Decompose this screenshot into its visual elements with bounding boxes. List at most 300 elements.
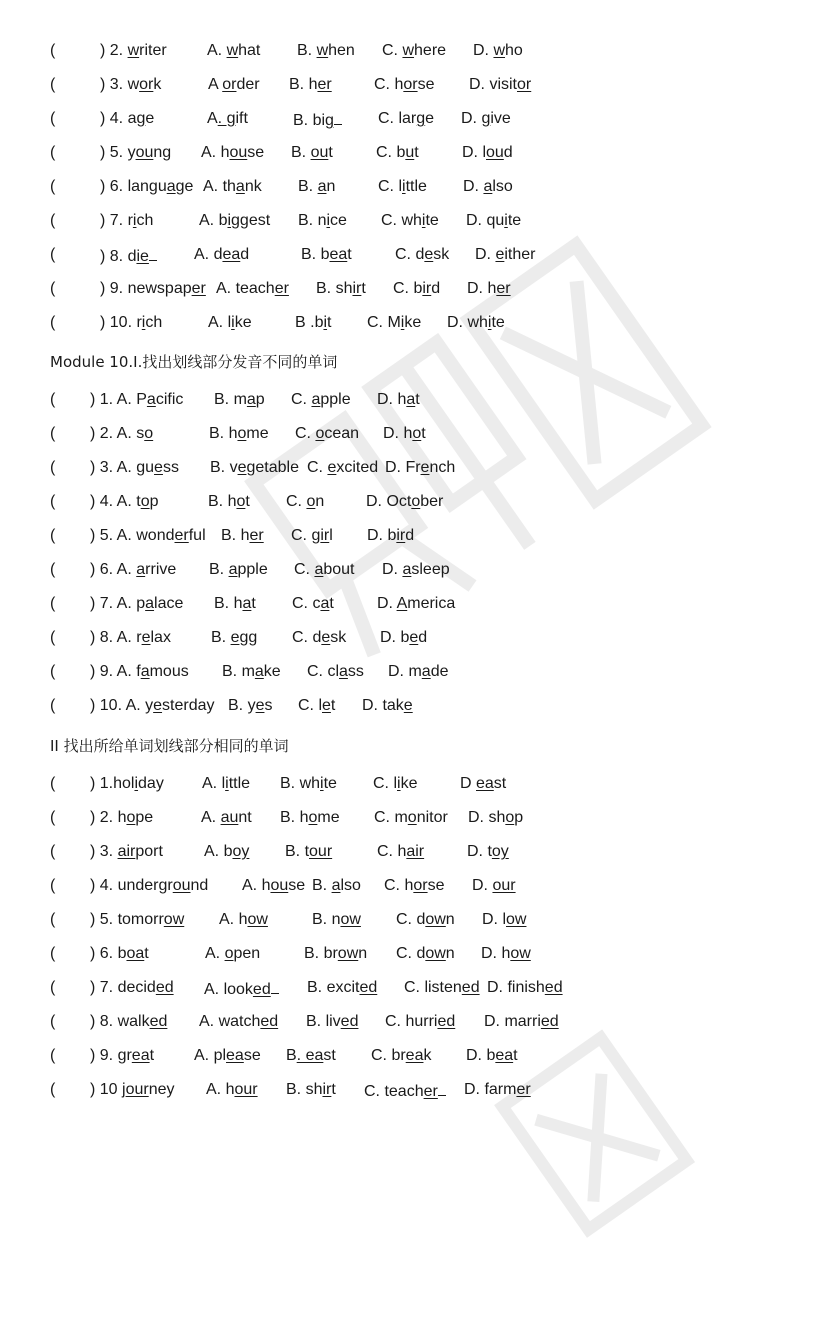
question-word: ) 2. writer bbox=[100, 42, 167, 59]
question-word: ) 6. language bbox=[100, 178, 194, 195]
underlined-letters: er bbox=[496, 280, 511, 297]
option-d: D. low bbox=[482, 911, 527, 928]
underlined-letters: er bbox=[191, 280, 206, 297]
underlined-letters: e bbox=[327, 459, 337, 476]
underlined-letters: o bbox=[140, 493, 150, 510]
underlined-letters: i bbox=[141, 314, 146, 331]
underlined-letters: a bbox=[311, 391, 321, 408]
underlined-letters: ed bbox=[461, 979, 480, 996]
option-b: C. apple bbox=[291, 391, 351, 408]
underlined-letters: a bbox=[317, 178, 327, 195]
underlined-letters: i bbox=[320, 775, 324, 792]
option-c: C. bird bbox=[393, 280, 441, 297]
option-c: D. bed bbox=[380, 629, 428, 646]
option-b: C. cat bbox=[292, 595, 334, 612]
underlined-letters: ow bbox=[425, 911, 446, 928]
answer-bracket[interactable]: ( bbox=[50, 425, 56, 442]
option-b: B. east bbox=[286, 1047, 336, 1064]
option-a: B. hat bbox=[214, 595, 256, 612]
underlined-letters: i bbox=[227, 212, 232, 229]
answer-bracket[interactable]: ( bbox=[50, 459, 56, 476]
option-b: C. let bbox=[298, 697, 336, 714]
option-c: C. desk bbox=[395, 246, 450, 263]
underlined-letters: g bbox=[481, 110, 491, 127]
answer-bracket[interactable]: ( bbox=[50, 144, 56, 161]
option-a: A. little bbox=[202, 775, 251, 792]
underlined-letters: ou bbox=[135, 144, 154, 161]
underlined-letters: e bbox=[255, 697, 265, 714]
answer-bracket[interactable]: ( bbox=[50, 76, 56, 93]
underlined-letters: w bbox=[402, 42, 415, 59]
option-b: C. desk bbox=[292, 629, 347, 646]
underlined-letters: i bbox=[421, 212, 426, 229]
option-a: B. yes bbox=[228, 697, 273, 714]
underlined-letters: oa bbox=[126, 945, 145, 962]
option-c: C. listened bbox=[404, 979, 480, 996]
underlined-letters: ed bbox=[149, 1013, 168, 1030]
underlined-letters: a bbox=[331, 877, 341, 894]
answer-bracket[interactable]: ( bbox=[50, 629, 56, 646]
underlined-letters: e bbox=[154, 459, 163, 476]
option-a: B. make bbox=[222, 663, 281, 680]
underlined-letters: u bbox=[405, 144, 415, 161]
underlined-letters: ir bbox=[352, 280, 362, 297]
module-10-heading: Module 10.I.找出划线部分发音不同的单词 bbox=[50, 353, 338, 371]
option-c: D. bird bbox=[367, 527, 415, 544]
underlined-letters: w bbox=[493, 42, 506, 59]
answer-bracket[interactable]: ( bbox=[50, 877, 56, 894]
option-d: D. who bbox=[473, 42, 523, 59]
underlined-letters: . g bbox=[217, 110, 236, 127]
underlined-letters: or bbox=[139, 76, 154, 93]
underlined-letters: ow bbox=[340, 911, 361, 928]
option-b: B. lived bbox=[306, 1013, 359, 1030]
option-a: B. home bbox=[209, 425, 269, 442]
question-word: ) 5. tomorrow bbox=[90, 911, 185, 928]
option-c: D. take bbox=[362, 697, 413, 714]
option-c: C. horse bbox=[384, 877, 445, 894]
underlined-letters: i bbox=[323, 314, 328, 331]
underlined-letters: air bbox=[117, 843, 136, 860]
underlined-letters: o bbox=[126, 809, 136, 826]
option-b: B. now bbox=[312, 911, 361, 928]
answer-bracket[interactable]: ( bbox=[50, 809, 56, 826]
option-c: D. asleep bbox=[382, 561, 450, 578]
option-b: C. class bbox=[307, 663, 364, 680]
underline-blank bbox=[438, 1079, 446, 1096]
underlined-letters: ed bbox=[155, 979, 174, 996]
underlined-letters: g bbox=[136, 110, 146, 127]
option-d: D. give bbox=[461, 110, 511, 127]
answer-bracket[interactable]: ( bbox=[50, 1013, 56, 1030]
answer-bracket[interactable]: ( bbox=[50, 1081, 56, 1098]
answer-bracket[interactable]: ( bbox=[50, 663, 56, 680]
option-c: D. hot bbox=[383, 425, 426, 442]
option-a: A. watched bbox=[199, 1013, 279, 1030]
underlined-letters: a bbox=[402, 561, 412, 578]
option-d: D. loud bbox=[462, 144, 513, 161]
answer-bracket[interactable]: ( bbox=[50, 697, 56, 714]
option-c: C. white bbox=[381, 212, 439, 229]
underlined-letters: i bbox=[134, 775, 139, 792]
answer-bracket[interactable]: ( bbox=[50, 391, 56, 408]
underlined-letters: ow bbox=[425, 945, 446, 962]
option-a: A. dead bbox=[194, 246, 250, 263]
underlined-letters: a bbox=[339, 663, 348, 680]
option-a: B. map bbox=[214, 391, 265, 408]
underlined-letters: er bbox=[317, 76, 332, 93]
option-a: A. boy bbox=[204, 843, 250, 860]
underlined-letters: ea bbox=[131, 1047, 150, 1064]
option-a: A. looked bbox=[204, 977, 279, 1001]
option-b: B. an bbox=[298, 178, 336, 195]
option-c: C. horse bbox=[374, 76, 435, 93]
underlined-letters: ed bbox=[260, 1013, 279, 1030]
question-word: ) 7. A. palace bbox=[90, 595, 184, 612]
underlined-letters: a bbox=[145, 595, 155, 612]
option-b: B. brown bbox=[304, 945, 368, 962]
underlined-letters: e bbox=[237, 459, 247, 476]
option-c: C. break bbox=[371, 1047, 432, 1064]
option-a: A. aunt bbox=[201, 809, 252, 826]
option-a: A. open bbox=[205, 945, 261, 962]
option-d: D. married bbox=[484, 1013, 559, 1030]
underlined-letters: ed bbox=[252, 981, 271, 998]
underlined-letters: w bbox=[316, 42, 329, 59]
underlined-letters: A bbox=[396, 595, 408, 612]
question-word: ) 2. hope bbox=[90, 809, 154, 826]
underlined-letters: air bbox=[406, 843, 425, 860]
underlined-letters: e bbox=[321, 629, 331, 646]
option-b: B. also bbox=[312, 877, 361, 894]
underlined-letters: e bbox=[403, 697, 413, 714]
underlined-letters: e bbox=[322, 697, 331, 714]
question-word: ) 7. decided bbox=[90, 979, 174, 996]
underlined-letters: ea bbox=[405, 1047, 424, 1064]
underlined-letters: ed bbox=[340, 1013, 359, 1030]
option-a: A. what bbox=[207, 42, 261, 59]
answer-bracket[interactable]: ( bbox=[50, 945, 56, 962]
answer-bracket[interactable]: ( bbox=[50, 314, 56, 331]
option-b: B. beat bbox=[301, 246, 352, 263]
underlined-letters: our bbox=[309, 843, 333, 860]
question-word: ) 5. young bbox=[100, 144, 172, 161]
underlined-letters: a bbox=[166, 178, 176, 195]
option-c: C. teacher bbox=[364, 1079, 446, 1103]
underlined-letters: o bbox=[237, 425, 247, 442]
underlined-letters: ou bbox=[310, 144, 329, 161]
answer-bracket[interactable]: ( bbox=[50, 843, 56, 860]
underlined-letters: o bbox=[411, 493, 421, 510]
underlined-letters: a bbox=[136, 561, 146, 578]
option-a: B. egg bbox=[211, 629, 258, 646]
option-c: D. hat bbox=[377, 391, 420, 408]
option-d: D. our bbox=[472, 877, 516, 894]
underlined-letters: a bbox=[320, 595, 330, 612]
question-word: ) 4. A. top bbox=[90, 493, 159, 510]
underlined-letters: our bbox=[234, 1081, 258, 1098]
option-a: B. vegetable bbox=[210, 459, 299, 476]
option-b: C. excited bbox=[307, 459, 379, 476]
underlined-letters: a bbox=[140, 663, 150, 680]
underlined-letters: ow bbox=[510, 945, 531, 962]
underlined-letters: i bbox=[225, 775, 229, 792]
answer-bracket[interactable]: ( bbox=[50, 178, 56, 195]
underlined-letters: ed bbox=[437, 1013, 456, 1030]
underlined-letters: g bbox=[416, 110, 426, 127]
underlined-letters: i bbox=[400, 314, 405, 331]
underlined-letters: er bbox=[174, 527, 189, 544]
option-a: A. hour bbox=[206, 1081, 258, 1098]
answer-bracket[interactable]: ( bbox=[50, 561, 56, 578]
underlined-letters: a bbox=[235, 178, 245, 195]
underlined-letters: e bbox=[420, 459, 430, 476]
underlined-letters: o bbox=[505, 809, 515, 826]
option-d: D. farmer bbox=[464, 1081, 531, 1098]
question-word: ) 3. airport bbox=[90, 843, 163, 860]
question-word: ) 10. rich bbox=[100, 314, 163, 331]
underlined-letters: w bbox=[127, 42, 140, 59]
option-a: B. her bbox=[221, 527, 264, 544]
question-word: ) 1.holiday bbox=[90, 775, 164, 792]
underlined-letters: or bbox=[413, 877, 428, 894]
option-a: A. house bbox=[201, 144, 265, 161]
option-b: B. her bbox=[289, 76, 332, 93]
option-d: D. white bbox=[447, 314, 505, 331]
underlined-letters: our bbox=[125, 1081, 149, 1098]
underlined-letters: e bbox=[495, 246, 505, 263]
option-b: B. tour bbox=[285, 843, 333, 860]
underlined-letters: e bbox=[409, 629, 419, 646]
underlined-letters: ou bbox=[270, 877, 289, 894]
underlined-letters: ea bbox=[495, 1047, 514, 1064]
underlined-letters: a bbox=[242, 595, 252, 612]
underlined-letters: i bbox=[402, 178, 406, 195]
underlined-letters: ea bbox=[222, 246, 241, 263]
underlined-letters: . ea bbox=[296, 1047, 324, 1064]
underlined-letters: e bbox=[424, 246, 434, 263]
option-d: D. finished bbox=[487, 979, 563, 996]
answer-bracket[interactable]: ( bbox=[50, 1047, 56, 1064]
option-d: D. quite bbox=[466, 212, 522, 229]
underlined-letters: i bbox=[326, 212, 331, 229]
option-b: C. about bbox=[294, 561, 355, 578]
underlined-letters: ou bbox=[486, 144, 504, 161]
option-d: D. her bbox=[467, 280, 511, 297]
option-c: C. hurried bbox=[385, 1013, 456, 1030]
underlined-letters: er bbox=[249, 527, 264, 544]
option-b: C. on bbox=[286, 493, 325, 510]
option-b: B. shirt bbox=[286, 1081, 336, 1098]
option-c: D. America bbox=[377, 595, 456, 612]
underlined-letters: i bbox=[504, 212, 508, 229]
option-d: D. toy bbox=[467, 843, 509, 860]
question-word: ) 6. A. arrive bbox=[90, 561, 177, 578]
underline-blank bbox=[334, 108, 342, 125]
answer-bracket[interactable]: ( bbox=[50, 493, 56, 510]
underlined-letters: ed bbox=[544, 979, 563, 996]
question-word: ) 4. age bbox=[100, 110, 155, 127]
underlined-letters: oy bbox=[232, 843, 250, 860]
option-d: D. how bbox=[481, 945, 531, 962]
option-b: C. girl bbox=[291, 527, 333, 544]
option-b: C. ocean bbox=[295, 425, 360, 442]
underline-blank bbox=[271, 977, 279, 994]
underlined-letters: er bbox=[274, 280, 289, 297]
question-word: ) 8. walked bbox=[90, 1013, 168, 1030]
question-word: ) 1. A. Pacific bbox=[90, 391, 184, 408]
underlined-letters: ow bbox=[337, 945, 359, 962]
option-c: C. large bbox=[378, 110, 435, 127]
option-a: A order bbox=[208, 76, 260, 93]
option-c: D. October bbox=[366, 493, 444, 510]
question-word: ) 2. A. so bbox=[90, 425, 154, 442]
option-d: D. beat bbox=[466, 1047, 518, 1064]
option-c: C. but bbox=[376, 144, 419, 161]
option-b: B. big bbox=[293, 108, 342, 132]
option-d: D. visitor bbox=[469, 76, 532, 93]
option-a: A. thank bbox=[203, 178, 262, 195]
underlined-letters: er bbox=[423, 1083, 438, 1100]
option-a: A. like bbox=[208, 314, 252, 331]
underlined-letters: ir bbox=[396, 527, 406, 544]
underlined-letters: au bbox=[220, 809, 239, 826]
question-word: ) 5. A. wonderful bbox=[90, 527, 206, 544]
option-c: C. Mike bbox=[367, 314, 422, 331]
underlined-letters: a bbox=[254, 663, 264, 680]
option-b: B. nice bbox=[298, 212, 347, 229]
underlined-letters: i bbox=[397, 775, 401, 792]
option-c: C. little bbox=[378, 178, 427, 195]
answer-bracket[interactable]: ( bbox=[50, 110, 56, 127]
underlined-letters: a bbox=[246, 391, 256, 408]
underlined-letters: ea bbox=[476, 775, 494, 792]
option-a: A. biggest bbox=[199, 212, 271, 229]
underlined-letters: ed bbox=[540, 1013, 559, 1030]
underlined-letters: ea bbox=[226, 1047, 244, 1064]
underlined-letters: o bbox=[412, 425, 422, 442]
question-word: ) 8. die bbox=[100, 244, 157, 268]
answer-bracket[interactable]: ( bbox=[50, 246, 56, 263]
underlined-letters: ea bbox=[329, 246, 348, 263]
underlined-letters: a bbox=[421, 663, 431, 680]
answer-bracket[interactable]: ( bbox=[50, 42, 56, 59]
underlined-letters: ir bbox=[422, 280, 432, 297]
option-d: D. also bbox=[463, 178, 513, 195]
option-c: D. French bbox=[385, 459, 456, 476]
option-b: B. white bbox=[280, 775, 337, 792]
underlined-letters: o bbox=[236, 493, 246, 510]
answer-bracket[interactable]: ( bbox=[50, 212, 56, 229]
answer-bracket[interactable]: ( bbox=[50, 527, 56, 544]
underlined-letters: e bbox=[153, 697, 163, 714]
option-a: A. house bbox=[242, 877, 306, 894]
underlined-letters: our bbox=[492, 877, 516, 894]
underlined-letters: e bbox=[230, 629, 240, 646]
underlined-letters: a bbox=[228, 561, 238, 578]
option-c: D. made bbox=[388, 663, 449, 680]
underlined-letters: ow bbox=[163, 911, 185, 928]
underlined-letters: o bbox=[308, 809, 318, 826]
underlined-letters: ie bbox=[136, 248, 149, 265]
answer-bracket[interactable]: ( bbox=[50, 280, 56, 297]
answer-bracket[interactable]: ( bbox=[50, 775, 56, 792]
underlined-letters: g bbox=[325, 112, 334, 129]
underlined-letters: ir bbox=[320, 527, 330, 544]
underlined-letters: oy bbox=[491, 843, 509, 860]
question-word: ) 9. great bbox=[90, 1047, 155, 1064]
option-a: A. teacher bbox=[216, 280, 289, 297]
question-word: ) 8. A. relax bbox=[90, 629, 171, 646]
underlined-letters: i bbox=[487, 314, 492, 331]
answer-bracket[interactable]: ( bbox=[50, 595, 56, 612]
question-word: ) 4. underground bbox=[90, 877, 209, 894]
part-2-heading: II 找出所给单词划线部分相同的单词 bbox=[50, 737, 289, 755]
option-b: B. shirt bbox=[316, 280, 366, 297]
option-d: D east bbox=[460, 775, 507, 792]
question-word: ) 6. boat bbox=[90, 945, 149, 962]
question-word: ) 9. A. famous bbox=[90, 663, 189, 680]
option-d: D. shop bbox=[468, 809, 524, 826]
underlined-letters: o bbox=[315, 425, 325, 442]
option-b: B. when bbox=[297, 42, 355, 59]
underlined-letters: ow bbox=[247, 911, 268, 928]
underlined-letters: er bbox=[516, 1081, 531, 1098]
underlined-letters: ow bbox=[506, 911, 527, 928]
underlined-letters: e bbox=[141, 629, 151, 646]
underlined-letters: ou bbox=[229, 144, 248, 161]
question-word: ) 9. newspaper bbox=[100, 280, 206, 297]
underlined-letters: o bbox=[144, 425, 154, 442]
underlined-letters: a bbox=[314, 561, 324, 578]
underlined-letters: or bbox=[517, 76, 532, 93]
question-word: ) 10. A. yesterday bbox=[90, 697, 215, 714]
question-word: ) 10 journey bbox=[90, 1081, 175, 1098]
underlined-letters: or bbox=[403, 76, 418, 93]
underlined-letters: a bbox=[146, 391, 156, 408]
underlined-letters: w bbox=[226, 42, 239, 59]
option-c: C. down bbox=[396, 945, 455, 962]
option-c: C. like bbox=[373, 775, 418, 792]
answer-bracket[interactable]: ( bbox=[50, 911, 56, 928]
underlined-letters: or bbox=[222, 76, 237, 93]
option-a: A. please bbox=[194, 1047, 261, 1064]
option-a: B. apple bbox=[209, 561, 268, 578]
option-c: C. monitor bbox=[374, 809, 448, 826]
question-word: ) 7. rich bbox=[100, 212, 154, 229]
answer-bracket[interactable]: ( bbox=[50, 979, 56, 996]
option-b: B. out bbox=[291, 144, 333, 161]
option-a: A. how bbox=[219, 911, 268, 928]
underlined-letters: o bbox=[306, 493, 316, 510]
underlined-letters: i bbox=[132, 212, 137, 229]
underlined-letters: ed bbox=[359, 979, 378, 996]
option-a: B. hot bbox=[208, 493, 250, 510]
option-b: B. home bbox=[280, 809, 340, 826]
option-c: C. down bbox=[396, 911, 455, 928]
underlined-letters: o bbox=[224, 945, 234, 962]
question-word: ) 3. work bbox=[100, 76, 162, 93]
underlined-letters: a bbox=[406, 391, 416, 408]
underlined-letters: ir bbox=[322, 1081, 332, 1098]
option-a: A. gift bbox=[207, 110, 248, 127]
underlined-letters: o bbox=[407, 809, 417, 826]
underlined-letters: i bbox=[231, 314, 235, 331]
underline-blank bbox=[149, 244, 157, 261]
option-b: B. excited bbox=[307, 979, 378, 996]
option-b: B .bit bbox=[295, 314, 332, 331]
underlined-letters: ou bbox=[172, 877, 191, 894]
